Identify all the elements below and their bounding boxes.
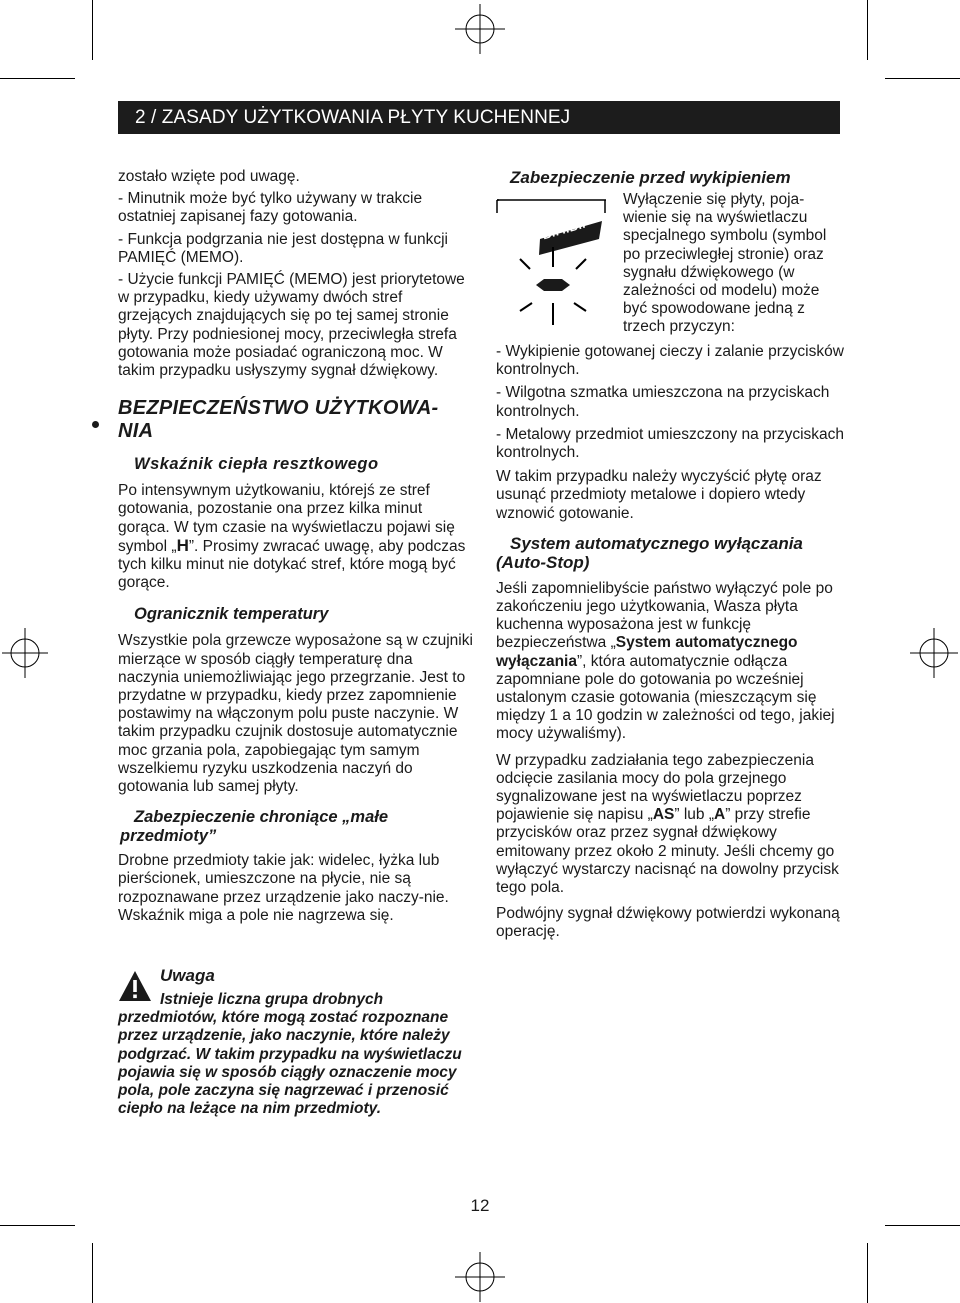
temperature-limiter-title: Ogranicznik temperatury: [134, 605, 329, 624]
residual-heat-title: Wskaźnik ciepła resztkowego: [134, 455, 379, 474]
trim-line: [885, 1225, 960, 1226]
registration-mark-right: [910, 628, 958, 678]
intro-line: - Minutnik może być tylko używany w trakcie ostatniej zapisanej fazy gotowania.: [118, 190, 423, 226]
overflow-intro: Wyłączenie się płyty, poja-wienie się na wyświetlaczu specjalnego symbolu (symbol po przeciwległej stronie) oraz sygnału dźwiękowego (w zależności od modelu) może być spowodowane jedną z trzech przyczyn:: [623, 191, 827, 336]
left-column: [118, 168, 473, 925]
section-header: 2 / ZASADY UŻYTKOWANIA PŁYTY KUCHENNEJ: [118, 101, 840, 134]
registration-mark-bottom: [455, 1252, 505, 1302]
residual-heat-text: Po intensywnym użytkowaniu, którejś ze stref gotowania, pozostanie ona przez kilka minut gorąca. W tym czasie na wyświetlaczu pojawi się symbol „H”. Prosimy zwracać uwagę, aby podczas tych kilku minut nie dotykać stref, które mogą być gorące.: [118, 482, 466, 592]
overflow-reason: - Wilgotna szmatka umieszczona na przyciskach kontrolnych.: [496, 384, 830, 420]
overflow-reason: - Wykipienie gotowanej cieczy i zalanie przycisków kontrolnych.: [496, 343, 844, 379]
registration-mark-top: [455, 4, 505, 54]
autostop-p2: W przypadku zadziałania tego zabezpieczenia odcięcie zasilania mocy do pola grzejnego sygnalizowane jest na wyświetlaczu poprzez pojawienie się napisu „AS” lub „A” przy strefie przycisków oraz przez sygnał dźwiękowy emitowany przez około 2 minuty. Jeśli chcemy go wyłączyć wystarczy nacisnąć na dowolny przycisk tego pola.: [496, 751, 839, 897]
trim-line: [92, 0, 93, 60]
autostop-p3: Podwójny sygnał dźwiękowy potwierdzi wykonaną operację.: [496, 905, 840, 941]
overflow-title: Zabezpieczenie przed wykipieniem: [510, 168, 791, 187]
trim-line: [885, 78, 960, 79]
h-symbol: H: [176, 535, 189, 555]
right-column: [496, 168, 846, 942]
trim-line: [0, 78, 75, 79]
overflow-block: [496, 191, 846, 337]
warning-triangle-icon: [118, 970, 152, 1007]
trim-line: [0, 1225, 75, 1226]
trim-line: [867, 0, 868, 60]
intro-line: zostało wzięte pod uwagę.: [118, 168, 300, 185]
page-number: 12: [470, 1196, 490, 1215]
overflow-after: W takim przypadku należy wyczyścić płytę oraz usunąć przedmioty metalowe i dopiero wtedy wznowić gotowanie.: [496, 468, 822, 522]
intro-line: - Funkcja podgrzania nie jest dostępna w funkcji PAMIĘĆ (MEMO).: [118, 230, 448, 266]
warning-box: [118, 966, 463, 1118]
temperature-limiter-text: Wszystkie pola grzewcze wyposażone są w czujniki mierzące w sposób ciągły temperaturę dna naczynia uniemożliwiając jego przegrzanie. Jest to przydatne w przypadku, kiedy przez zapomnienie postawimy na włączonym polu puste naczynie. W takim przypadku czujnik dostosuje automatycznie moc grzania pola, zapobiegając tym samym wszelkiemu ryzyku uszkodzenia naczyń do gotowania lub samej płyty.: [118, 632, 473, 796]
trim-line: [867, 1243, 868, 1303]
bullet-icon: [92, 421, 99, 428]
bip-label: BIP..BIP: [540, 215, 592, 243]
trim-line: [92, 1243, 93, 1303]
intro-line: - Użycie funkcji PAMIĘĆ (MEMO) jest priorytetowe w przypadku, kiedy używamy dwóch stref grzejących znajdujących się po tej samej stronie płyty. Przy podniesionej mocy, przeciwległa strefa gotowania może posiadać ograniczoną moc. W takim przypadku usłyszymy sygnał dźwiękowy.: [118, 271, 465, 380]
small-items-title: Zabezpieczenie chroniące „małe przedmioty”: [120, 808, 389, 846]
warning-title: Uwaga: [160, 966, 215, 985]
small-items-text: Drobne przedmioty takie jak: widelec, łyżka lub pierścionek, umieszczone na płycie, nie są rozpoznawane przez urządzenie jako naczy-nie. Wskaźnik miga a pole nie nagrzewa się.: [118, 852, 449, 924]
warning-text: Istnieje liczna grupa drobnych przedmiotów, które mogą zostać rozpoznane przez urządzenie, jako naczynie, które należy podgrzać. W takim przypadku na wyświetlaczu pojawia się w sposób ciągły oznaczenie mocy pola, pole zaczyna się nagrzewać i przenosić ciepło na leżące na nim przedmioty.: [118, 991, 462, 1118]
autostop-p1: Jeśli zapomnielibyście państwo wyłączyć pole po zakończeniu jego użytkowania, Wasza płyta kuchenna wyposażona jest w funkcję bezpieczeństwa „System automatycznego wyłączania”, która automatycznie odłącza zapomniane pole do gotowania po wcześniej ustalonym czasie gotowania (mieszczącym się między 1 a 10 godzin w zależności od tego, jakiej mocy używaliśmy).: [496, 579, 835, 743]
bip-display-icon: [496, 199, 606, 329]
safety-heading: BEZPIECZEŃSTWO UŻYTKOWA-NIA: [118, 397, 439, 443]
overflow-reason: - Metalowy przedmiot umieszczony na przyciskach kontrolnych.: [496, 425, 845, 462]
registration-mark-left: [2, 628, 48, 678]
autostop-title: System automatycznego wyłączania (Auto-Stop): [496, 533, 803, 572]
